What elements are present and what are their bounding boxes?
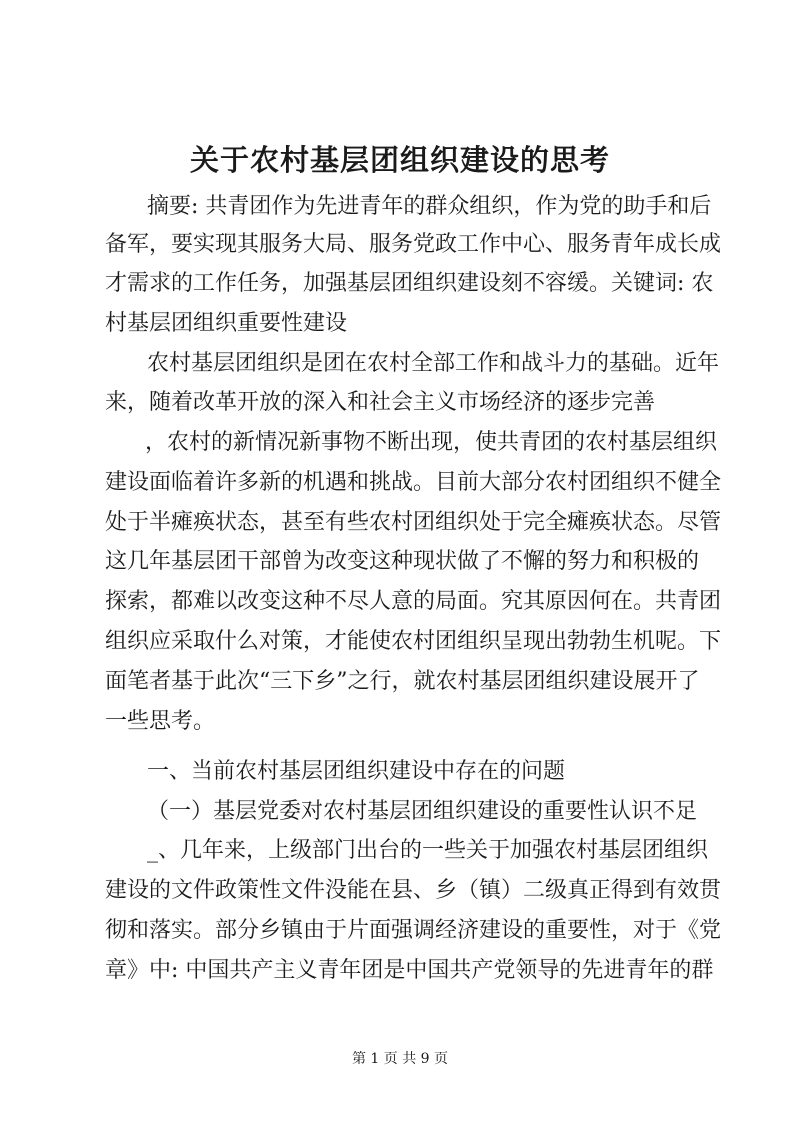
text-line: 来，随着改革开放的深入和社会主义市场经济的逐步完善 bbox=[105, 390, 656, 415]
text-line: 处于半瘫痪状态，甚至有些农村团组织处于完全瘫痪状态。尽管 bbox=[105, 510, 722, 535]
text-line: 建设面临着许多新的机遇和挑战。目前大部分农村团组织不健全 bbox=[105, 470, 722, 495]
text-line: 章》中: 中国共产主义青年团是中国共产党领导的先进青年的群 bbox=[105, 958, 714, 983]
text-line: 备军，要实现其服务大局、服务党政工作中心、服务青年成长成 bbox=[105, 232, 722, 257]
section-heading: 一、当前农村基层团组织建设中存在的问题 bbox=[147, 759, 566, 784]
text-line: 村基层团组织重要性建设 bbox=[105, 311, 348, 336]
text-line: 一些思考。 bbox=[105, 709, 216, 734]
text-line: 组织应采取什么对策，才能使农村团组织呈现出勃勃生机呢。下 bbox=[105, 629, 722, 654]
page-footer: 第 1 页 共 9 页 bbox=[351, 1051, 449, 1067]
text-line: 摘要: 共青团作为先进青年的群众组织，作为党的助手和后 bbox=[147, 194, 712, 219]
page-title: 关于农村基层团组织建设的思考 bbox=[189, 143, 610, 177]
text-line: 才需求的工作任务，加强基层团组织建设刻不容缓。关键词: 农 bbox=[105, 271, 714, 296]
text-line: ，农村的新情况新事物不断出现，使共青团的农村基层组织 bbox=[145, 430, 718, 455]
subsection-heading: （一）基层党委对农村基层团组织建设的重要性认识不足 bbox=[147, 799, 698, 824]
text-line: _、几年来，上级部门出台的一些关于加强农村基层团组织 bbox=[147, 838, 709, 863]
text-line: 彻和落实。部分乡镇由于片面强调经济建设的重要性，对于《党 bbox=[105, 918, 722, 943]
text-line: 农村基层团组织是团在农村全部工作和战斗力的基础。近年 bbox=[147, 351, 720, 376]
text-line: 建设的文件政策性文件没能在县、乡（镇）二级真正得到有效贯 bbox=[105, 878, 722, 903]
text-line: 探索，都难以改变这种不尽人意的局面。究其原因何在。共青团 bbox=[105, 589, 722, 614]
text-line: 面笔者基于此次“三下乡”之行，就农村基层团组织建设展开了 bbox=[105, 669, 700, 694]
text-line: 这几年基层团干部曾为改变这种现状做了不懈的努力和积极的 bbox=[105, 549, 700, 574]
